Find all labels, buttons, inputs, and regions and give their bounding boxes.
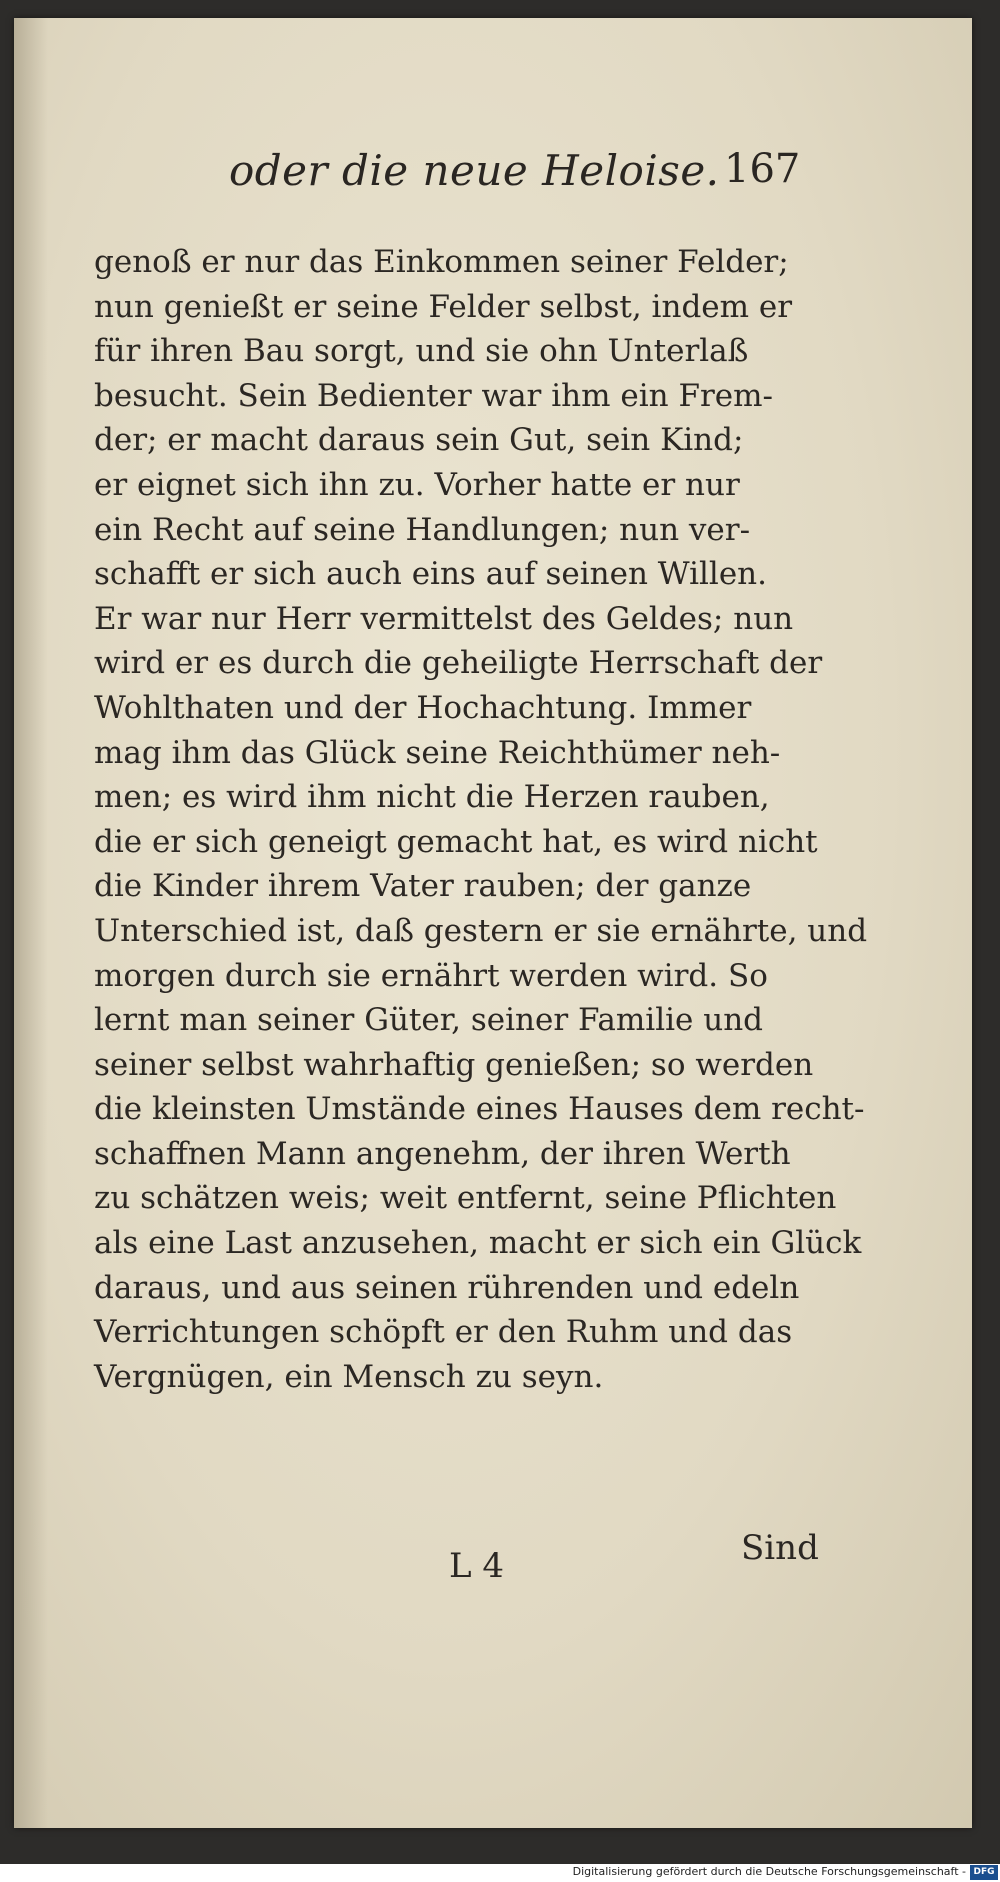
text-line: für ihren Bau sorgt, und sie ohn Unterlaß: [94, 333, 749, 370]
text-line: ein Recht auf seine Handlungen; nun ver-: [94, 511, 751, 548]
page-header: [204, 136, 804, 206]
text-line: morgen durch sie ernährt werden wird. So: [94, 957, 768, 994]
text-line: der; er macht daraus sein Gut, sein Kind;: [94, 422, 744, 459]
digitization-credit-bar: [0, 1864, 1000, 1882]
text-line: er eignet sich ihn zu. Vorher hatte er nur: [94, 466, 740, 503]
text-line: men; es wird ihm nicht die Herzen rauben,: [94, 779, 770, 816]
text-line: Er war nur Herr vermittelst des Geldes; nun: [94, 600, 794, 637]
running-title: oder die neue Heloise.: [229, 146, 720, 195]
text-line: nun genießt er seine Felder selbst, indem er: [94, 288, 793, 325]
body-text: [94, 240, 868, 1399]
signature-mark: L 4: [449, 1546, 505, 1586]
text-line: wird er es durch die geheiligte Herrschaft der: [94, 645, 823, 682]
text-line: schaffnen Mann angenehm, der ihren Werth: [94, 1135, 791, 1172]
page-gutter-shadow: [14, 18, 48, 1828]
page-number: 167: [724, 146, 801, 192]
text-line: die er sich geneigt gemacht hat, es wird nicht: [94, 823, 818, 860]
text-line: genoß er nur das Einkommen seiner Felder;: [94, 244, 789, 280]
book-page: [14, 18, 972, 1828]
text-line: daraus, und aus seinen rührenden und edeln: [94, 1269, 800, 1306]
text-line: seiner selbst wahrhaftig genießen; so werden: [94, 1046, 814, 1083]
text-line: zu schätzen weis; weit entfernt, seine Pflichten: [94, 1180, 837, 1217]
text-line: als eine Last anzusehen, macht er sich ein Glück: [94, 1225, 862, 1262]
text-line: Vergnügen, ein Mensch zu seyn.: [94, 1358, 604, 1395]
dfg-logo-icon: DFG: [970, 1865, 998, 1880]
text-line: die Kinder ihrem Vater rauben; der ganze: [94, 868, 752, 905]
text-line: mag ihm das Glück seine Reichthümer neh-: [94, 734, 781, 771]
text-line: lernt man seiner Güter, seiner Familie und: [94, 1002, 764, 1039]
text-line: die kleinsten Umstände eines Hauses dem recht-: [94, 1091, 865, 1128]
text-line: Verrichtungen schöpft er den Ruhm und das: [94, 1314, 793, 1351]
text-line: Unterschied ist, daß gestern er sie ernährte, und: [94, 912, 868, 949]
text-line: schafft er sich auch eins auf seinen Willen.: [94, 556, 767, 593]
credit-text: Digitalisierung gefördert durch die Deutsche Forschungsgemeinschaft -: [572, 1865, 966, 1878]
catchword: Sind: [741, 1528, 819, 1568]
text-line: Wohlthaten und der Hochachtung. Immer: [94, 689, 752, 726]
text-line: besucht. Sein Bedienter war ihm ein Frem-: [94, 377, 773, 414]
